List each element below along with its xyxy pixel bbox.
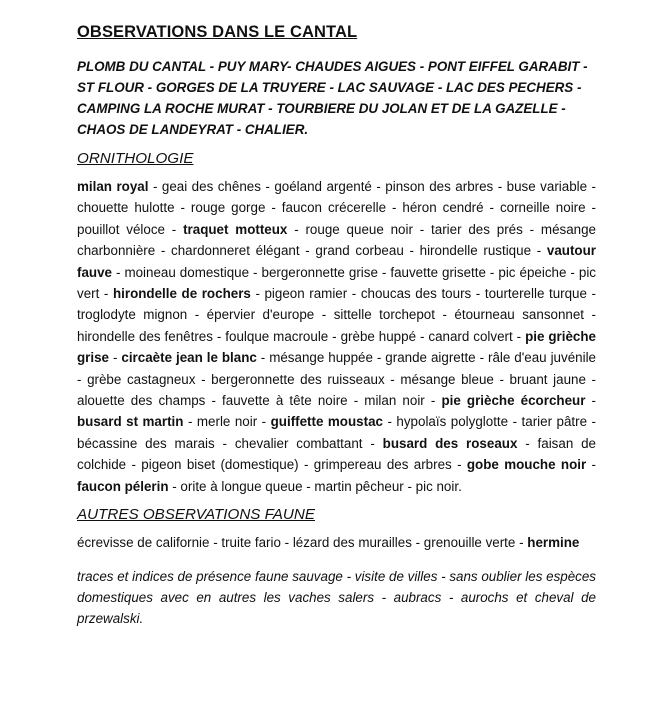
species-text: - mésange huppée - grande aigrette - râle d'eau juvénile - grèbe castagneux - bergeronnette des ruisseaux - mésange bleue - bruant jaune - alouette des champs - fauvette à tête noire - milan noir - [77, 350, 596, 409]
highlighted-species: busard des roseaux [382, 435, 518, 451]
highlighted-species: circaète jean le blanc [121, 350, 257, 366]
species-text: écrevisse de californie - truite fario - lézard des murailles - grenouille verte - [77, 535, 528, 551]
places-list: PLOMB DU CANTAL - PUY MARY- CHAUDES AIGUES - PONT EIFFEL GARABIT - ST FLOUR - GORGES DE LA TRUYERE - LAC SAUVAGE - LAC DES PECHERS - CAMPING LA ROCHE MURAT - TOURBIERE DU JOLAN ET DE LA GAZELLE - CHAOS DE LANDEYRAT - CHALIER. [77, 59, 588, 137]
highlighted-species: guiffette moustac [270, 414, 383, 430]
autres-species-list [77, 532, 596, 553]
species-text: - [586, 457, 596, 473]
species-text: - [585, 393, 596, 409]
highlighted-species: hermine [527, 535, 580, 551]
species-text: - [109, 350, 122, 366]
species-text: - moineau domestique - bergeronnette grise - fauvette grisette - pic épeiche - pic vert - [77, 264, 596, 302]
species-text: - geai des chênes - goéland argenté - pinson des arbres - buse variable - chouette hulotte - rouge gorge - faucon crécerelle - héron cendré - corneille noire - pouillot véloce - [77, 179, 597, 237]
species-text: - merle noir - [183, 414, 271, 430]
species-text: - rouge queue noir - tarier des prés - mésange charbonnière - chardonneret élégant - grand corbeau - hirondelle rustique - [77, 221, 597, 259]
highlighted-species: pie grièche grise [77, 328, 596, 366]
highlighted-species: vautour fauve [77, 243, 596, 280]
highlighted-species: milan royal [77, 179, 149, 194]
autres-note: traces et indices de présence faune sauvage - visite de villes - sans oublier les espèces domestiques avec en autres les vaches salers - aubracs - aurochs et cheval de przewalski. [77, 568, 596, 626]
species-text: - faisan de colchide - pigeon biset (domestique) - grimpereau des arbres - [77, 435, 596, 473]
highlighted-species: hirondelle de rochers [112, 286, 251, 302]
section-heading-autres-observations: AUTRES OBSERVATIONS FAUNE [77, 506, 315, 524]
highlighted-species: pie grièche écorcheur [441, 393, 586, 409]
highlighted-species: faucon pélerin [77, 478, 169, 494]
document-title: OBSERVATIONS DANS LE CANTAL [77, 23, 358, 41]
highlighted-species: traquet motteux [183, 221, 288, 237]
species-text: - orite à longue queue - martin pêcheur - pic noir. [168, 478, 462, 494]
species-text: - hypolaïs polyglotte - tarier pâtre - bécassine des marais - chevalier combattant - [77, 414, 596, 451]
highlighted-species: gobe mouche noir [466, 457, 587, 473]
species-text: - pigeon ramier - choucas des tours - tourterelle turque - troglodyte mignon - épervier d'europe - sittelle torchepot - étourneau sansonnet - hirondelle des fenêtres - foulque macroule - grèbe huppé - canard colvert - [77, 286, 596, 344]
ornithologie-species-list [77, 176, 596, 497]
highlighted-species: busard st martin [77, 414, 184, 430]
section-heading-ornithologie: ORNITHOLOGIE [77, 150, 194, 167]
